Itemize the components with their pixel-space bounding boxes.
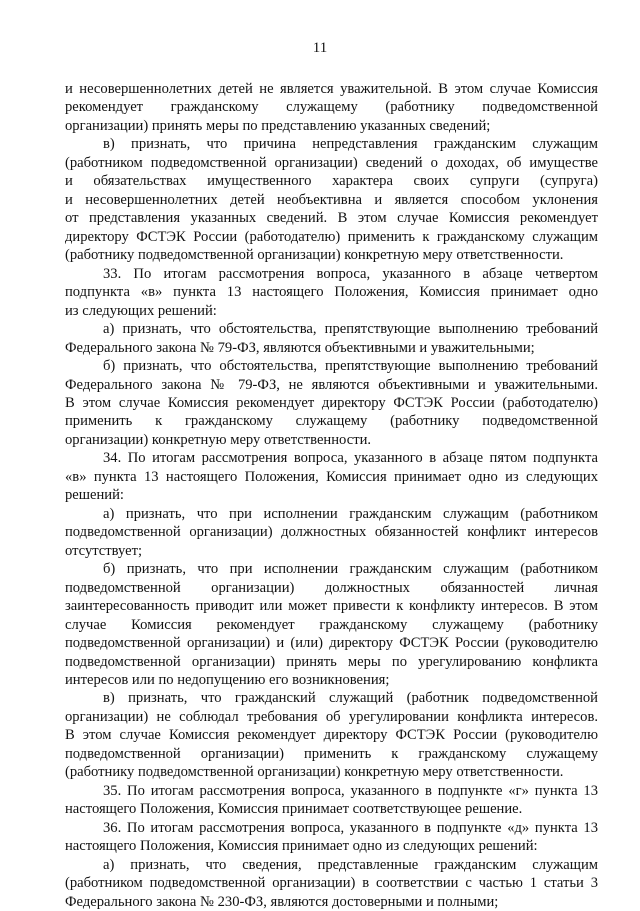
text-line: в) признать, что причина непредставления гражданским служащим (103, 136, 598, 153)
text-line: из следующих решений: (65, 302, 217, 319)
text-line: 35. По итогам рассмотрения вопроса, указанного в подпункте «г» пункта 13 (103, 782, 598, 799)
text-line: 33. По итогам рассмотрения вопроса, указанного в абзаце четвертом (103, 265, 598, 282)
text-line: подведомственной организации) должностных обязанностей личная (65, 579, 598, 596)
text-line: 36. По итогам рассмотрения вопроса, указанного в подпункте «д» пункта 13 (103, 819, 598, 836)
text-line: в) признать, что гражданский служащий (работник подведомственной (103, 690, 598, 707)
text-line: отсутствует; (65, 542, 143, 559)
text-line: (работнику подведомственной организации) конкретную меру ответственности. (65, 247, 564, 264)
text-line: а) признать, что при исполнении гражданским служащим (работником (103, 505, 598, 522)
text-line: решений: (65, 487, 124, 504)
text-line: а) признать, что обстоятельства, препятствующие выполнению требований (103, 321, 598, 338)
text-line: интересов или по недопущению его возникновения; (65, 672, 390, 688)
text-line: В этом случае Комиссия рекомендует директору ФСТЭК России (работодателю) (65, 394, 598, 411)
text-line: настоящего Положения, Комиссия принимает одно из следующих решений: (65, 838, 538, 855)
text-line: и несовершеннолетних детей необъективна и является способом уклонения (65, 191, 598, 208)
text-line: рекомендует гражданскому служащему (работнику подведомственной (65, 99, 598, 116)
text-line: 34. По итогам рассмотрения вопроса, указанного в абзаце пятом подпункта (103, 450, 598, 467)
text-line: и несовершеннолетних детей не является уважительной. В этом случае Комиссия (65, 81, 598, 97)
text-line: (работником подведомственной организации) сведений о доходах, об имуществе (65, 154, 598, 171)
text-line: подведомственной организации) должностных обязанностей конфликт интересов (65, 524, 598, 541)
text-line: б) признать, что при исполнении гражданским служащим (работником (103, 561, 598, 578)
text-line: б) признать, что обстоятельства, препятствующие выполнению требований (103, 358, 598, 375)
text-line: подведомственной организации) применить к гражданскому служащему (65, 745, 598, 762)
text-line: В этом случае Комиссия рекомендует директору ФСТЭК России (руководителю (65, 727, 598, 744)
text-line: случае Комиссия рекомендует гражданскому служащему (работнику (65, 616, 598, 633)
document-body (65, 80, 598, 911)
page-number: 11 (312, 40, 328, 56)
text-line: подведомственной организации) и (или) директору ФСТЭК России (руководителю (65, 635, 598, 652)
text-line: применить к гражданскому служащему (работнику подведомственной (65, 413, 598, 430)
text-line: Федерального закона № 79-ФЗ, являются объективными и уважительными; (65, 339, 535, 356)
text-line: от представления указанных сведений. В этом случае Комиссия рекомендует (65, 210, 598, 227)
text-line: подпункта «в» пункта 13 настоящего Положения, Комиссия принимает одно (65, 284, 598, 301)
text-line: организации) не соблюдал требования об урегулировании конфликта интересов. (65, 708, 598, 725)
text-line: «в» пункта 13 настоящего Положения, Комиссия принимает одно из следующих (65, 468, 598, 485)
text-line: и обязательствах имущественного характера своих супруги (супруга) (65, 173, 598, 190)
text-line: организации) конкретную меру ответственности. (65, 431, 372, 448)
text-line: директору ФСТЭК России (работодателю) применить к гражданскому служащим (65, 228, 598, 245)
text-line: Федерального закона № 230-ФЗ, являются достоверными и полными; (65, 893, 499, 910)
text-line: организации) принять меры по представлению указанных сведений; (65, 117, 491, 134)
text-line: (работнику подведомственной организации) конкретную меру ответственности. (65, 764, 564, 781)
text-line: настоящего Положения, Комиссия принимает соответствующее решение. (65, 801, 523, 818)
text-line: Федерального закона № 79-ФЗ, не являются объективными и уважительными. (65, 376, 598, 393)
text-line: заинтересованность приводит или может привести к конфликту интересов. В этом (65, 598, 598, 615)
text-line: а) признать, что сведения, представленные гражданским служащим (103, 856, 598, 873)
text-line: подведомственной организации) принять меры по урегулированию конфликта (65, 653, 598, 670)
text-line: (работником подведомственной организации) в соответствии с частью 1 статьи 3 (65, 875, 598, 892)
